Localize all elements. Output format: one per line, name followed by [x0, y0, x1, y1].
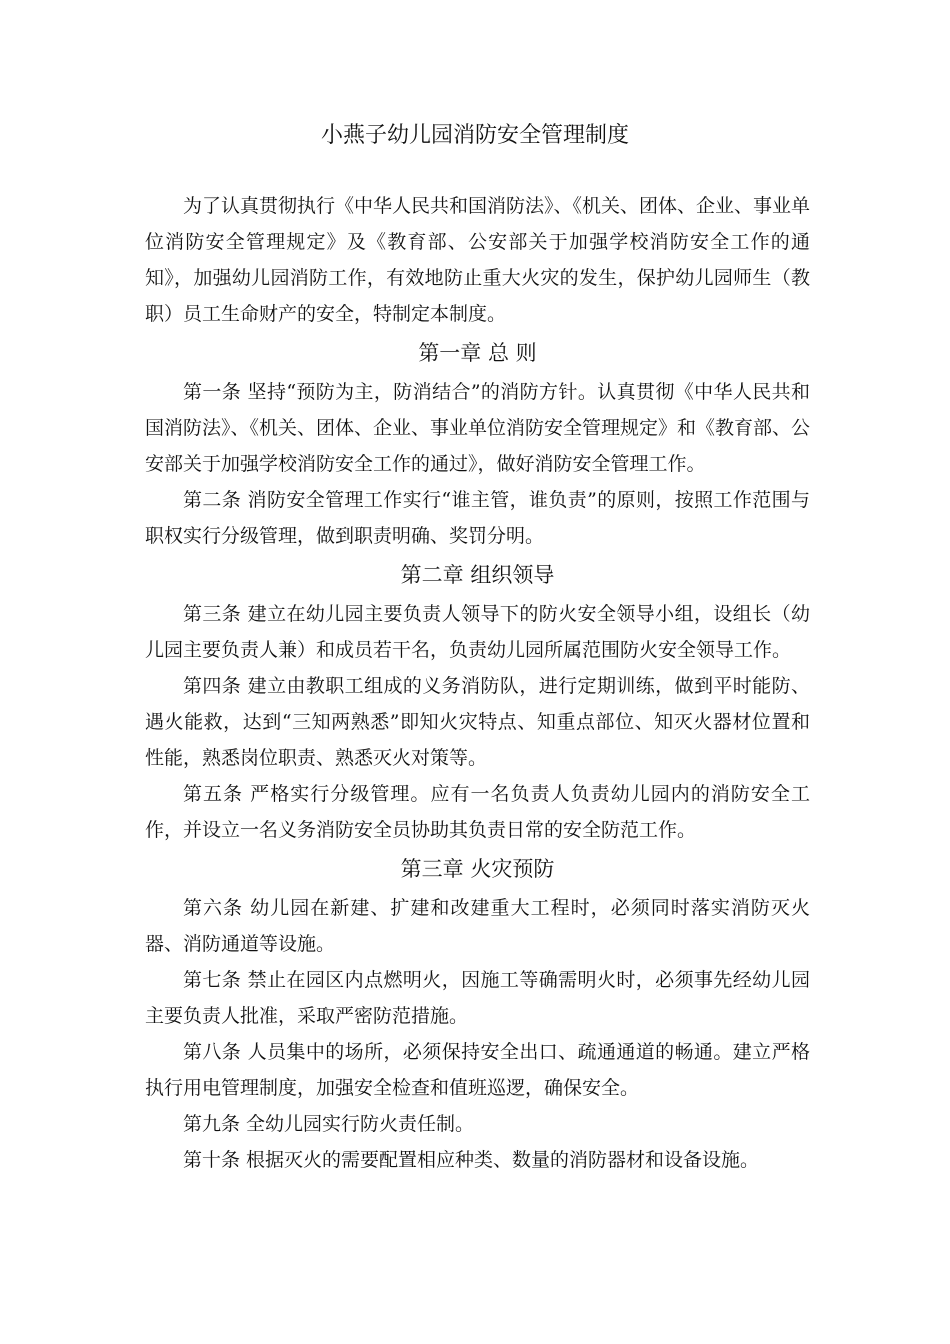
document-title: 小燕子幼儿园消防安全管理制度	[320, 123, 629, 148]
article-paragraph: 第十条 根据灭火的需要配置相应种类、数量的消防器材和设备设施。	[183, 1149, 760, 1171]
chapter-heading: 第一章 总 则	[418, 341, 537, 365]
article-paragraph: 第九条 全幼儿园实行防火责任制。	[183, 1113, 475, 1135]
article-paragraph: 第一条 坚持“预防为主，防消结合”的消防方针。认真贯彻《中华人民共和国消防法》、《机关、团体、企业、事业单位消防安全管理规定》和《教育部、公安部关于加强学校消防安全工作的通过》，做好消防安全管理工作。	[145, 381, 811, 475]
article-paragraph: 第四条 建立由教职工组成的义务消防队，进行定期训练，做到平时能防、遇火能救，达到“三知两熟悉”即知火灾特点、知重点部位、知灭火器材位置和性能，熟悉岗位职责、熟悉灭火对策等。	[145, 675, 810, 769]
article-paragraph: 第六条 幼儿园在新建、扩建和改建重大工程时，必须同时落实消防灭火器、消防通道等设施。	[145, 897, 810, 955]
chapter-heading: 第二章 组织领导	[400, 563, 555, 587]
article-paragraph: 第二条 消防安全管理工作实行“谁主管，谁负责”的原则，按照工作范围与职权实行分级管理，做到职责明确、奖罚分明。	[145, 489, 810, 547]
article-paragraph: 第七条 禁止在园区内点燃明火，因施工等确需明火时，必须事先经幼儿园主要负责人批准，采取严密防范措施。	[145, 969, 810, 1027]
article-paragraph: 第五条 严格实行分级管理。应有一名负责人负责幼儿园内的消防安全工作，并设立一名义务消防安全员协助其负责日常的安全防范工作。	[145, 783, 810, 841]
article-paragraph: 第八条 人员集中的场所，必须保持安全出口、疏通通道的畅通。建立严格执行用电管理制度，加强安全检查和值班巡逻，确保安全。	[145, 1041, 810, 1099]
document-body	[145, 188, 810, 1178]
chapter-heading: 第三章 火灾预防	[400, 857, 555, 881]
article-paragraph: 第三条 建立在幼儿园主要负责人领导下的防火安全领导小组，设组长（幼儿园主要负责人兼）和成员若干名，负责幼儿园所属范围防火安全领导工作。	[145, 603, 810, 661]
preamble-paragraph: 为了认真贯彻执行《中华人民共和国消防法》、《机关、团体、企业、事业单位消防安全管理规定》及《教育部、公安部关于加强学校消防安全工作的通知》，加强幼儿园消防工作，有效地防止重大火灾的发生，保护幼儿园师生（教职）员工生命财产的安全，特制定本制度。	[145, 195, 811, 325]
